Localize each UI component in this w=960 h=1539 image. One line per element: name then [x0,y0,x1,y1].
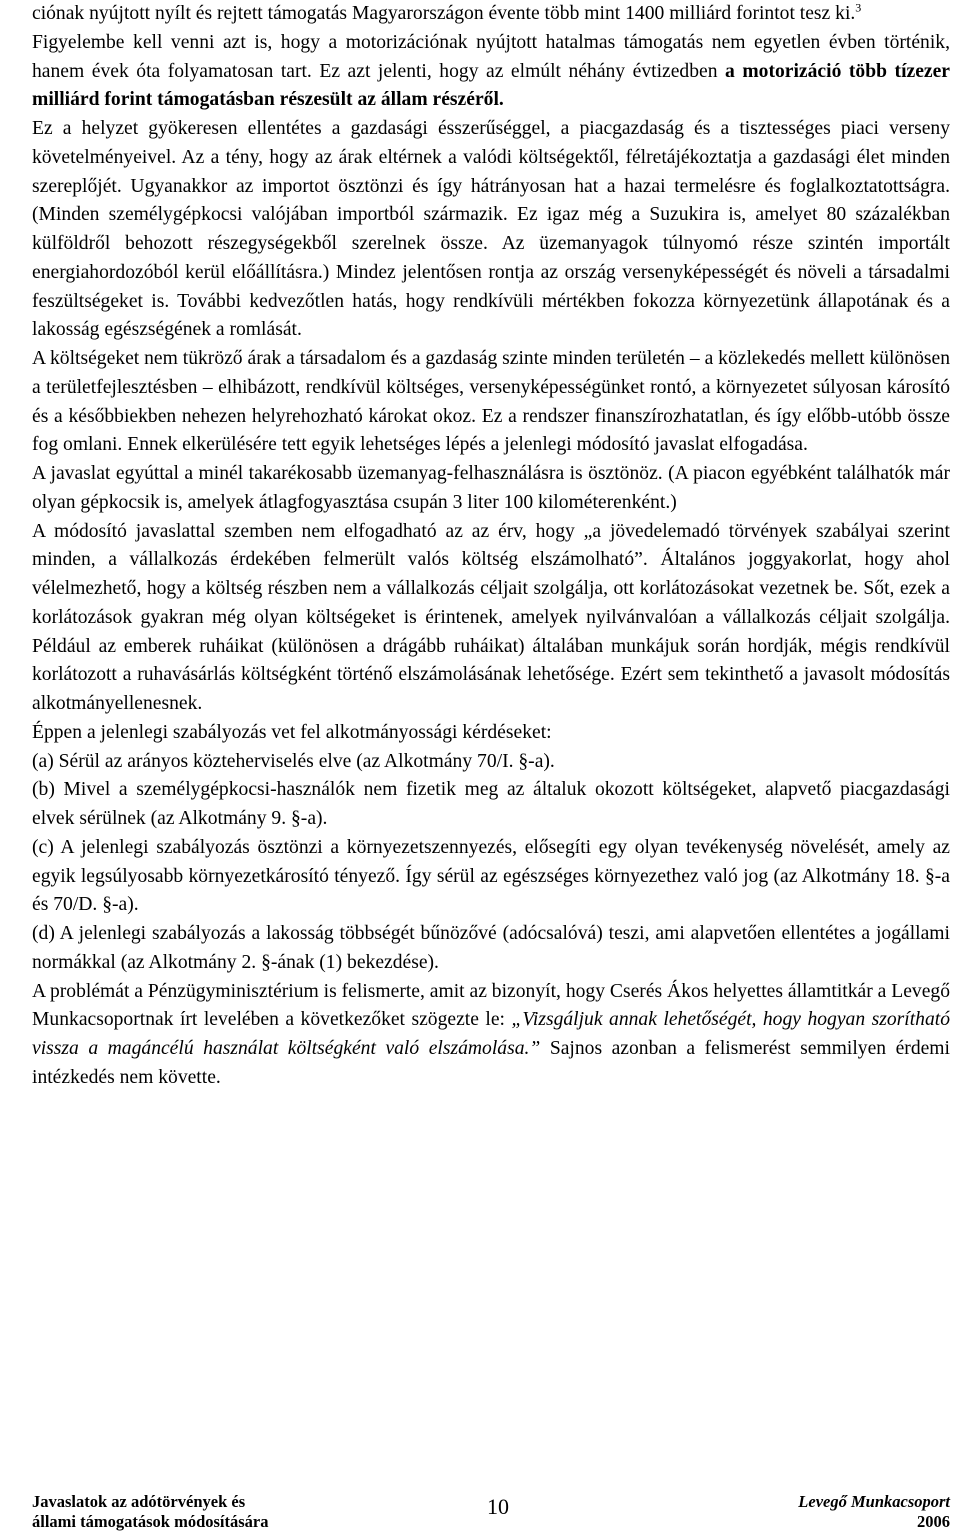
paragraph-0 [32,0,950,29]
list-item-c: (c) A jelenlegi szabályozás ösztönzi a környezetszennyezés, elősegíti egy olyan tevékenység növelését, amely az egyik legsúlyosabb környezetkárosító tényező. Így sérül az egészséges környezethez való jog (az Alkotmány 18. §-a és 70/D. §-a). [32,836,950,916]
footer-title-line-1: Javaslatok az adótörvények és [32,1492,246,1511]
footer-org-name: Levegő Munkacsoport [798,1492,950,1511]
page-footer [32,1492,950,1536]
paragraph-4: A javaslat egyúttal a minél takarékosabb üzemanyag-felhasználásra is ösztönöz. (A piacon egyébként találhatók már olyan gépkocsik is, amelyek átlagfogyasztása csupán 3 liter 100 kilométerenként.) [32,463,950,513]
footer-title-line-2: állami támogatások módosítására [32,1512,269,1531]
paragraph-0-text: ciónak nyújtott nyílt és rejtett támogatás Magyarországon évente több mint 1400 milliárd forintot tesz ki. [32,3,856,24]
footer-organization [798,1492,950,1532]
footer-document-title [32,1492,269,1532]
footer-year: 2006 [917,1512,950,1531]
paragraph-3: A költségeket nem tükröző árak a társadalom és a gazdaság szinte minden területén – a közlekedés mellett különösen a területfejlesztésben – elhibázott, rendkívül költséges, versenyképességünket rontó, a környezetet súlyosan károsító és a későbbiekben nehezen helyrehozható károkat okoz. Ez a rendszer finanszírozhatatlan, és így előbb-utóbb össze fog omlani. Ennek elkerülésére tett egyik lehetséges lépés a jelenlegi módosító javaslat elfogadása. [32,348,950,456]
paragraph-11-quote: „Vizsgáljuk annak lehetőségét, hogy hogyan szorítható vissza a magáncélú használat költségként való elszámolása.” [32,1009,950,1059]
footnote-ref: 3 [855,0,862,15]
paragraph-1-text: Figyelembe kell venni azt is, hogy a motorizációnak nyújtott hatalmas támogatás nem egyetlen évben történik, hanem évek óta folyamatosan tart. Ez azt jelenti, hogy az elmúlt néhány évtizedben [32,31,950,82]
document-body [32,0,950,1093]
paragraph-1-bold: a motorizáció több tízezer milliárd forint támogatásban részesült az állam részéről. [32,60,950,111]
page-number: 10 [487,1494,509,1519]
paragraph-11 [32,978,950,1093]
list-item-b: (b) Mivel a személygépkocsi-használók nem fizetik meg az általuk okozott költségeket, alapvető piacgazdasági elvek sérülnek (az Alkotmány 9. §-a). [32,779,950,829]
list-item-a: (a) Sérül az arányos közteherviselés elve (az Alkotmány 70/I. §-a). [32,750,555,772]
paragraph-11-text: A problémát a Pénzügyminisztérium is felismerte, amit az bizonyít, hogy Cserés Ákos helyettes államtitkár a Levegő Munkacsoportnak írt levelében a következőket szögezte le: [32,980,950,1031]
paragraph-2: Ez a helyzet gyökeresen ellentétes a gazdasági ésszerűséggel, a piacgazdaság és a tisztességes piaci verseny követelményeivel. Az a tény, hogy az árak eltérnek a valódi költségektől, félretájékoztatja a gazdasági élet minden szereplőjét. Ugyanakkor az importot ösztönzi és így hátrányosan hat a hazai termelésre és foglalkoztatottságra. (Minden személygépkocsi valójában importból származik. Ez igaz még a Suzukira is, amelyet 80 százalékban külföldről behozott részegységekből szerelnek össze. Az üzemanyagok túlnyomó része szintén importált energiahordozóból kerül előállításra.) Mindez jelentősen rontja az ország versenyképességét és növeli a társadalmi feszültségeket is. További kedvezőtlen hatás, hogy rendkívüli mértékben fokozza környezetünk állapotának és a lakosság egészségének a romlását. [32,118,950,341]
paragraph-11-tail: Sajnos azonban a felismerést semmilyen érdemi intézkedés nem követte. [32,1038,950,1088]
paragraph-1 [32,29,950,115]
paragraph-5: A módosító javaslattal szemben nem elfogadható az az érv, hogy „a jövedelemadó törvények szabályai szerint minden, a vállalkozás érdekében felmerült valós költség elszámolható”. Általános joggyakorlat, hogy ahol vélelmezhető, hogy a költség részben nem a vállalkozás céljait szolgálja, ott korlátozásokat vezetnek be. Sőt, ezek a korlátozások gyakran még olyan költségeket is érintenek, amelyek nyilvánvalóan a vállalkozás céljait szolgálja. Például az emberek ruháikat (különösen a drágább ruháikat) általában munkájuk során hordják, mégis rendkívül korlátozott a ruhavásárlás költségként történő elszámolásának lehetősége. Ezért sem tekinthető a javasolt módosítás alkotmányellenesnek. [32,520,950,714]
list-item-d: (d) A jelenlegi szabályozás a lakosság többségét bűnözővé (adócsalóvá) teszi, ami alapvetően ellentétes a jogállami normákkal (az Alkotmány 2. §-ának (1) bekezdése). [32,923,950,973]
paragraph-6: Éppen a jelenlegi szabályozás vet fel alkotmányossági kérdéseket: [32,721,552,743]
